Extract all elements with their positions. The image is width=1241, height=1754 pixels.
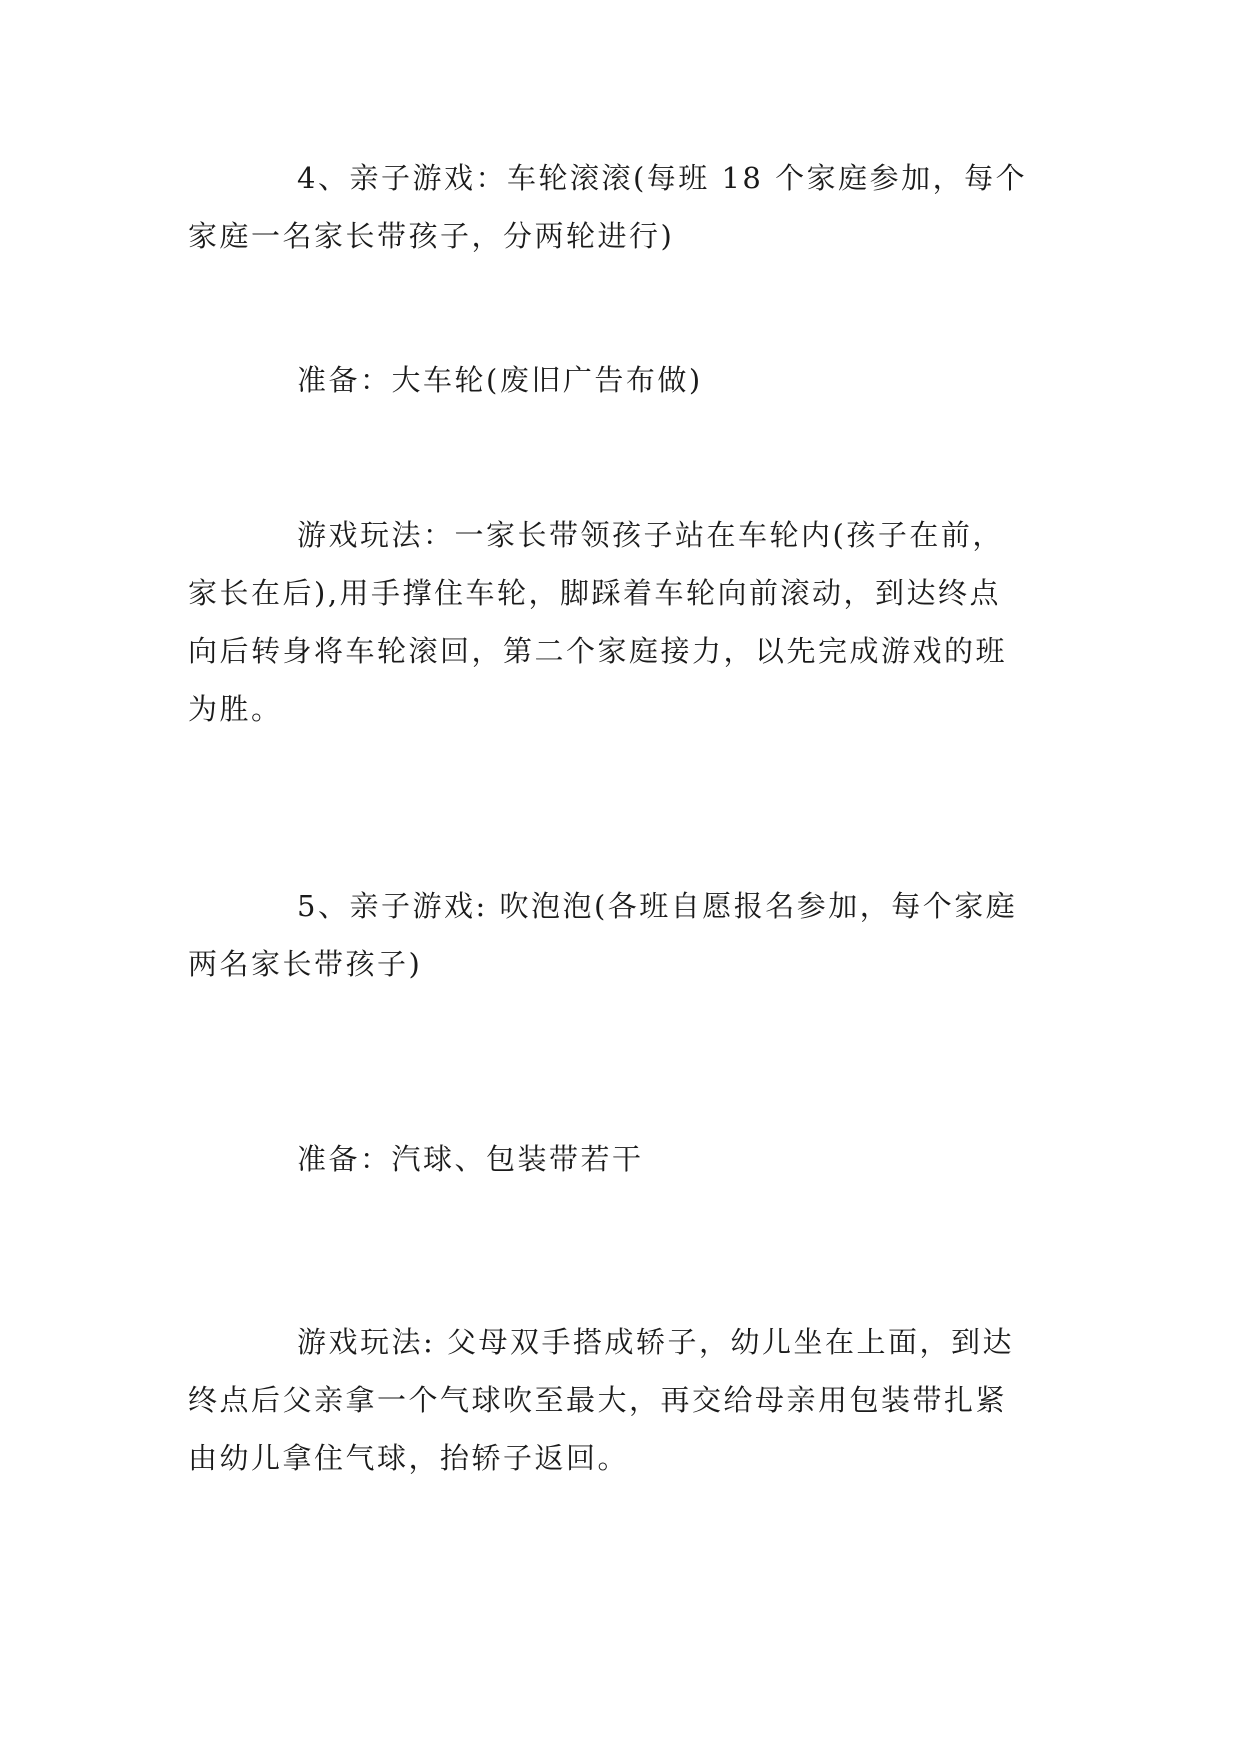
text-line: 家庭一名家长带孩子，分两轮进行) — [188, 219, 675, 253]
text-line: 准备：大车轮(废旧广告布做) — [297, 363, 703, 397]
text-line: 4、亲子游戏：车轮滚滚(每班 18 个家庭参加，每个 — [297, 161, 1028, 195]
paragraph-game4-rules — [188, 506, 1054, 738]
text-line: 5、亲子游戏: 吹泡泡(各班自愿报名参加，每个家庭 — [297, 889, 1018, 923]
paragraph-game5-title — [188, 877, 1054, 993]
text-line: 两名家长带孩子) — [188, 947, 423, 981]
text-line: 向后转身将车轮滚回，第二个家庭接力，以先完成游戏的班 — [188, 634, 1008, 668]
paragraph-game4-prep — [188, 351, 1054, 409]
text-line: 游戏玩法: 父母双手搭成轿子，幼儿坐在上面，到达 — [297, 1325, 1014, 1359]
text-line: 终点后父亲拿一个气球吹至最大，再交给母亲用包装带扎紧 — [188, 1383, 1008, 1417]
text-line: 家长在后),用手撑住车轮，脚踩着车轮向前滚动，到达终点 — [188, 576, 1002, 610]
text-line: 游戏玩法：一家长带领孩子站在车轮内(孩子在前， — [297, 518, 1004, 552]
paragraph-game5-prep — [188, 1130, 1054, 1188]
text-line: 为胜。 — [188, 692, 283, 726]
paragraph-game5-rules — [188, 1313, 1054, 1487]
text-line: 准备：汽球、包装带若干 — [297, 1142, 644, 1176]
paragraph-game4-title — [188, 149, 1054, 265]
text-line: 由幼儿拿住气球，抬轿子返回。 — [188, 1441, 630, 1475]
